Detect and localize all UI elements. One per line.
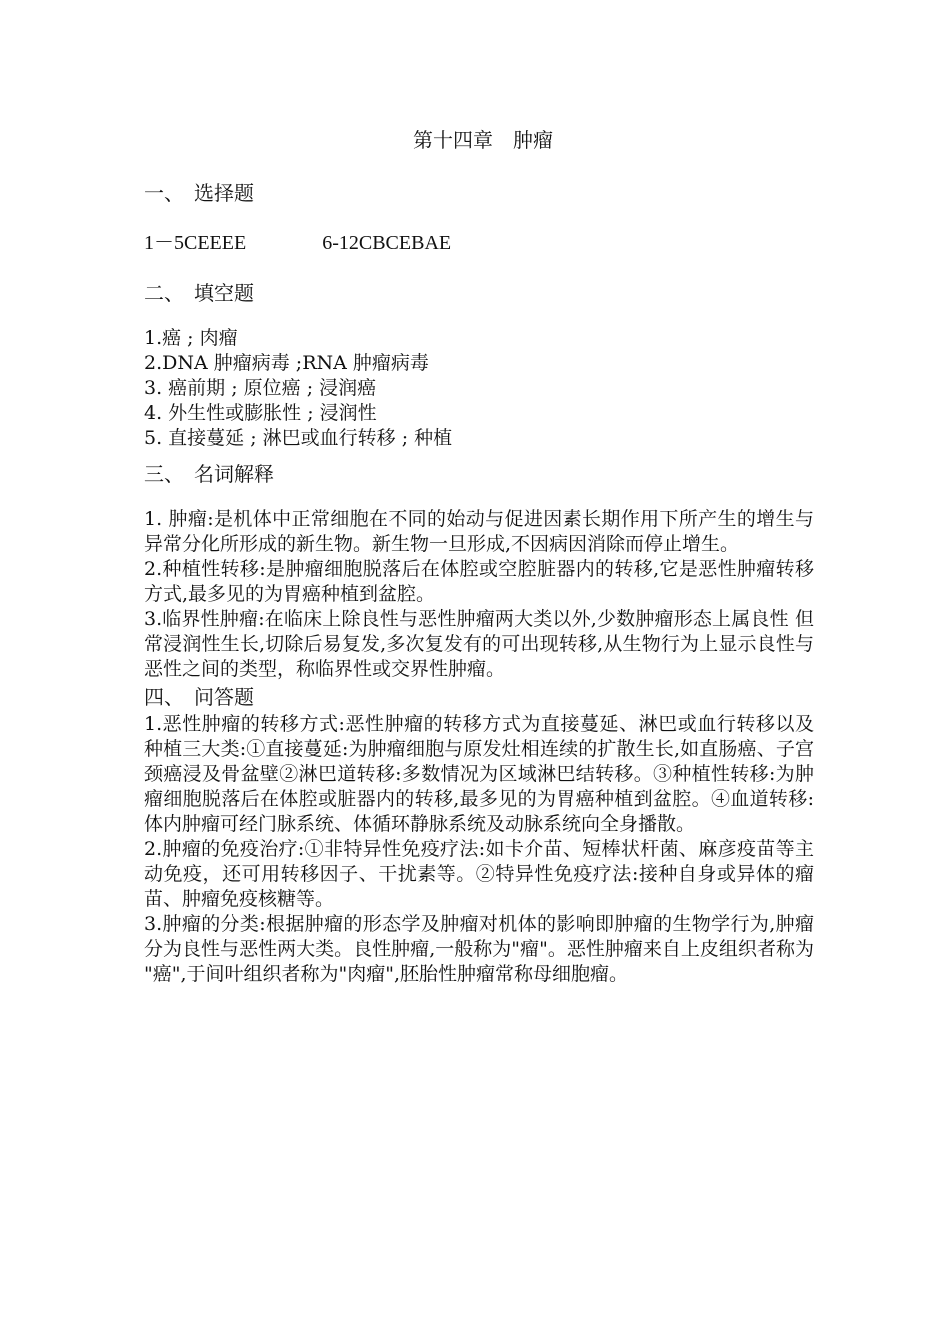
term-definition-item: 1. 肿瘤:是机体中正常细胞在不同的始动与促进因素长期作用下所产生的增生与异常分化所形成的新生物。新生物一旦形成,不因病因消除而停止增生。	[144, 508, 814, 555]
term-definition-item: 2.种植性转移:是肿瘤细胞脱落后在体腔或空腔脏器内的转移,它是恶性肿瘤转移方式,最多见的为胃癌种植到盆腔。	[144, 558, 814, 605]
fill-answer-item: 3. 癌前期 ; 原位癌 ; 浸润癌	[144, 377, 377, 399]
fill-answer-item: 5. 直接蔓延 ; 淋巴或血行转移 ; 种植	[144, 427, 453, 449]
section-heading-qa: 四、 问答题	[144, 685, 254, 709]
section-heading-choice: 一、 选择题	[144, 181, 254, 205]
qa-answer-item: 1.恶性肿瘤的转移方式:恶性肿瘤的转移方式为直接蔓延、淋巴或血行转移以及种植三大类:①直接蔓延:为肿瘤细胞与原发灶相连续的扩散生长,如直肠癌、子宫颈癌浸及骨盆壁②淋巴道转移:多数情况为区域淋巴结转移。③种植性转移:为肿瘤细胞脱落后在体腔或脏器内的转移,最多见的为胃癌种植到盆腔。④血道转移:体内肿瘤可经门脉系统、体循环静脉系统及动脉系统向全身播散。	[144, 713, 814, 835]
fill-answer-item: 1.癌 ; 肉瘤	[144, 327, 238, 349]
chapter-title: 第十四章 肿瘤	[413, 128, 553, 152]
choice-answers-1-5: 1－5CEEEE	[144, 232, 247, 254]
fill-answers-list	[144, 326, 814, 451]
fill-answer-item: 4. 外生性或膨胀性 ; 浸润性	[144, 402, 377, 424]
term-definitions	[144, 507, 814, 682]
section-heading-fill: 二、 填空题	[144, 281, 254, 305]
qa-answer-item: 3.肿瘤的分类:根据肿瘤的形态学及肿瘤对机体的影响即肿瘤的生物学行为,肿瘤分为良性与恶性两大类。良性肿瘤,一般称为"瘤"。恶性肿瘤来自上皮组织者称为 "癌",于间叶组织者称为"肉瘤",胚胎性肿瘤常称母细胞瘤。	[144, 913, 814, 985]
section-heading-terms: 三、 名词解释	[144, 462, 274, 486]
term-definition-item: 3.临界性肿瘤:在临床上除良性与恶性肿瘤两大类以外,少数肿瘤形态上属良性 但常浸润性生长,切除后易复发,多次复发有的可出现转移,从生物行为上显示良性与恶性之间的类型，称临界性或交界性肿瘤。	[144, 608, 814, 680]
choice-answers-6-12: 6-12CBCEBAE	[322, 232, 452, 254]
choice-answers	[144, 228, 814, 258]
fill-answer-item: 2.DNA 肿瘤病毒 ;RNA 肿瘤病毒	[144, 352, 429, 374]
qa-answers	[144, 712, 814, 987]
qa-answer-item: 2.肿瘤的免疫治疗:①非特异性免疫疗法:如卡介苗、短棒状杆菌、麻彦疫苗等主动免疫，还可用转移因子、干扰素等。②特异性免疫疗法:接种自身或异体的瘤苗、肿瘤免疫核糖等。	[144, 838, 814, 910]
document-page	[144, 124, 814, 987]
